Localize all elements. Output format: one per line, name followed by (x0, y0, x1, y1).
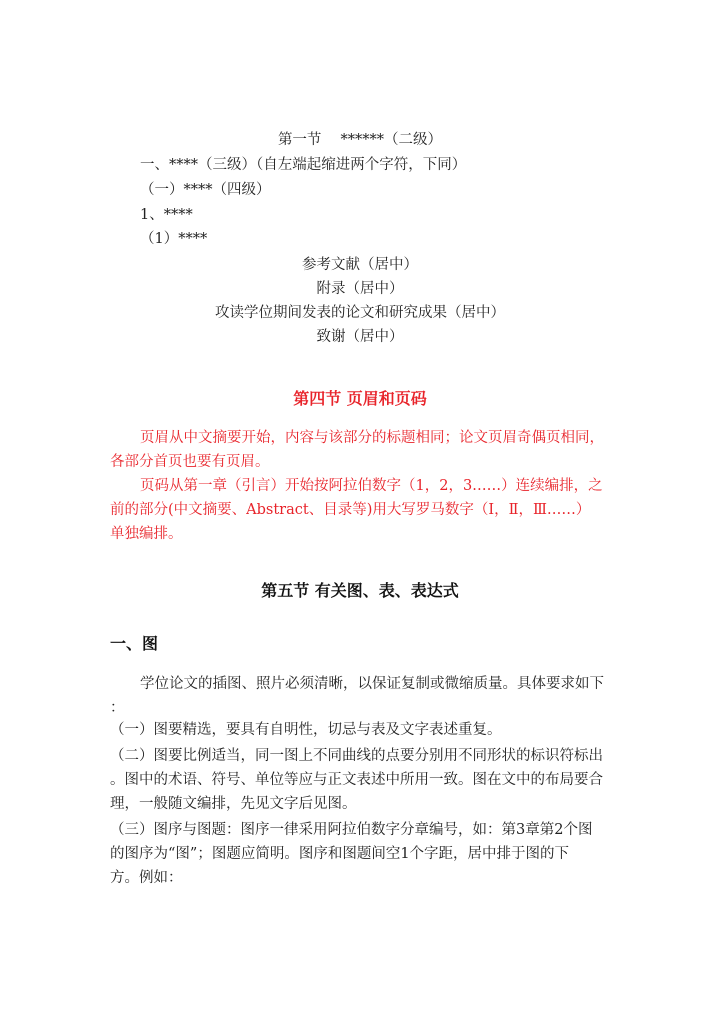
section5-item1: （一）图要精选，要具有自明性，切忌与表及文字表述重复。 (110, 722, 502, 738)
section4-title: 第四节 页眉和页码 (293, 389, 427, 408)
outline-level5: 1、**** (140, 207, 193, 223)
outline-level4: （一）****（四级） (140, 182, 271, 198)
section5-intro-line2: ： (110, 700, 125, 716)
outline-level3: 一、****（三级）（自左端起缩进两个字符，下同） (140, 157, 467, 173)
section4-para2-line2: 前的部分(中文摘要、Abstract、目录等)用大写罗马数字（Ⅰ，Ⅱ，Ⅲ……） (110, 502, 591, 518)
outline-acknowledgements: 致谢（居中） (316, 329, 404, 345)
section5-item2-line2: 。图中的术语、符号、单位等应与正文表述中所用一致。图在文中的布局要合 (110, 772, 603, 788)
section4-para2-line3: 单独编排。 (110, 526, 183, 542)
section5-intro-line1: 学位论文的插图、照片必须清晰，以保证复制或微缩质量。具体要求如下 (140, 676, 604, 692)
section5-item2-line1: （二）图要比例适当，同一图上不同曲线的点要分别用不同形状的标识符标出 (110, 748, 603, 764)
section5-title: 第五节 有关图、表、表达式 (261, 581, 459, 600)
section5-item3-line3: 方。例如： (110, 870, 183, 886)
outline-section-heading: 第一节 ******（二级） (277, 132, 443, 148)
section5-item3-line1: （三）图序与图题：图序一律采用阿拉伯数字分章编号，如：第3章第2个图 (110, 822, 593, 838)
section4-para1-line1: 页眉从中文摘要开始，内容与该部分的标题相同；论文页眉奇偶页相同， (140, 430, 604, 446)
section5-item3-line2: 的图序为“图”；图题应简明。图序和图题间空1个字距，居中排于图的下 (110, 846, 570, 862)
outline-level6: （1）**** (140, 231, 208, 247)
section4-para2-line1: 页码从第一章（引言）开始按阿拉伯数字（1，2，3……）连续编排，之 (140, 478, 603, 494)
outline-references: 参考文献（居中） (302, 257, 418, 273)
section5-subtitle: 一、图 (110, 634, 159, 653)
outline-appendix: 附录（居中） (316, 281, 404, 297)
section4-para1-line2: 各部分首页也要有页眉。 (110, 454, 270, 470)
section5-item2-line3: 理，一般随文编排，先见文字后见图。 (110, 796, 357, 812)
outline-publications: 攻读学位期间发表的论文和研究成果（居中） (215, 305, 505, 321)
